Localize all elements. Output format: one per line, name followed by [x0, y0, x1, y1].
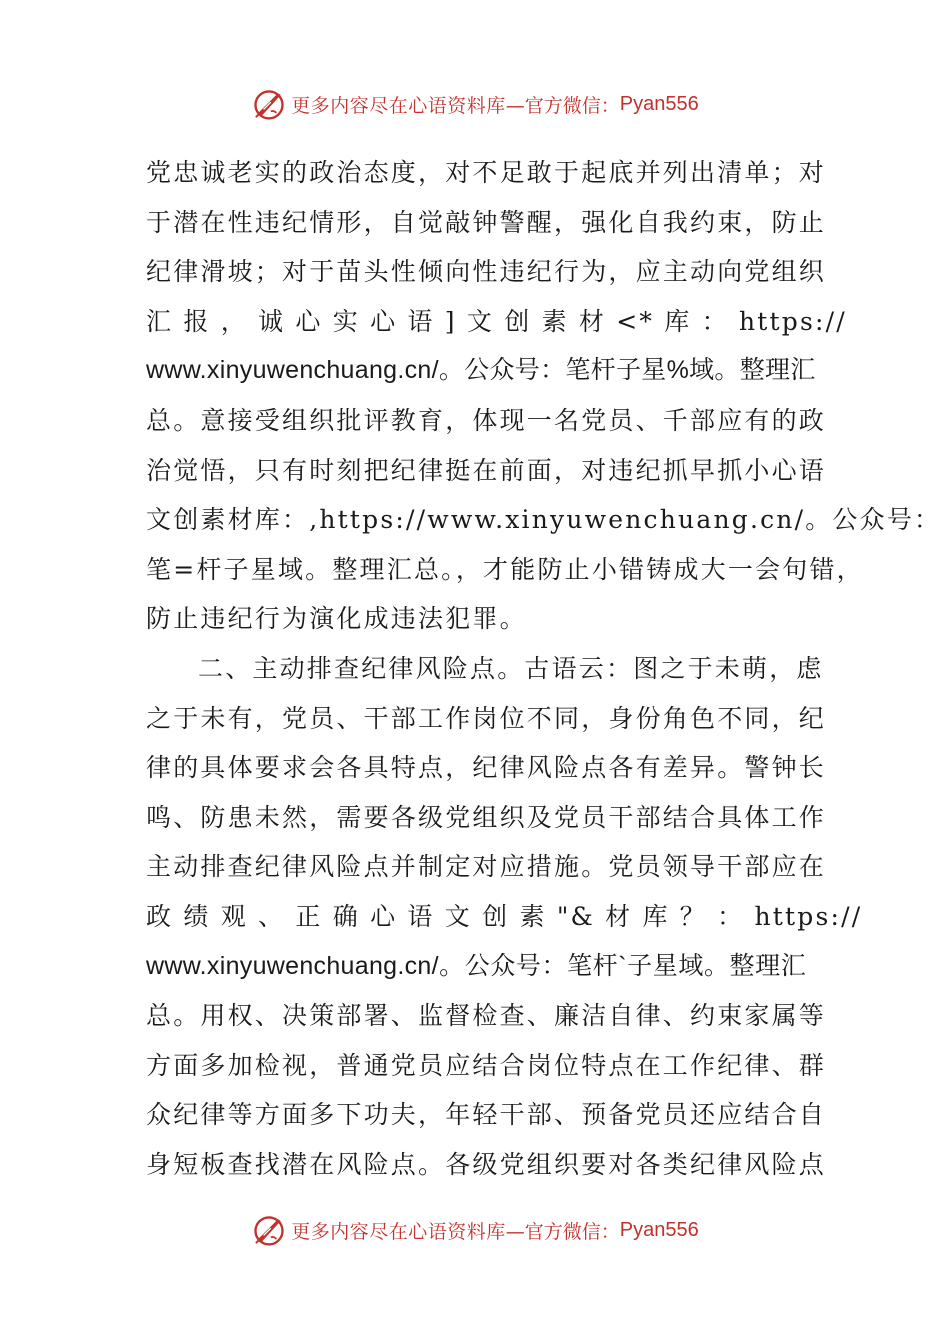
section-heading-line: 二、主动排查纪律风险点。古语云：图之于未萌，虑	[198, 653, 824, 683]
text-line: 治觉悟，只有时刻把纪律挺在前面，对违纪抓早抓小心语	[146, 455, 827, 485]
text-line: 鸣、防患未然，需要各级党组织及党员干部结合具体工作	[146, 802, 827, 832]
text-line: 党忠诚老实的政治态度，对不足敢于起底并列出清单；对	[146, 158, 827, 187]
text-line: 主动排查纪律风险点并制定对应措施。党员领导干部应在	[146, 852, 827, 882]
footer-slogan: 更多内容尽在心语资料库	[291, 1220, 506, 1243]
text-line: 政 绩 观 、 正 确 心 语 文 创 素 "& 材 库 ？ ： https://	[146, 901, 863, 931]
footer-wechat-id: Pyan556	[619, 1218, 699, 1241]
text-line: 之于未有，党员、干部工作岗位不同，身份角色不同，纪	[146, 703, 827, 733]
text-line: 身短板查找潜在风险点。各级党组织要对各类纪律风险点	[146, 1149, 827, 1179]
footer-official-label: —官方微信：	[505, 1220, 620, 1243]
quill-logo-icon	[251, 86, 287, 122]
text-line: 方面多加检视，普通党员应结合岗位特点在工作纪律、群	[146, 1050, 827, 1080]
text-line: 众纪律等方面多下功夫，年轻干部、预备党员还应结合自	[146, 1100, 827, 1130]
text-line: 纪律滑坡；对于苗头性倾向性违纪行为，应主动向党组织	[146, 257, 827, 287]
text-line: 防止违纪行为演化成违法犯罪。	[146, 604, 527, 634]
footer-banner	[0, 1208, 950, 1252]
text-line: 笔=杆子星域。整理汇总。，才能防止小错铸成大一会句错，	[146, 554, 864, 584]
text-line: www.xinyuwenchuang.cn/。公众号：笔杆子星%域。整理汇	[146, 356, 816, 385]
text-line: 总。意接受组织批评教育，体现一名党员、千部应有的政	[146, 405, 827, 435]
text-line: 汇 报 ， 诚 心 实 心 语 ] 文 创 素 材 <* 库 ： https://	[146, 306, 847, 336]
text-line: 文创素材库：,https://www.xinyuwenchuang.cn/。公众号：	[146, 505, 942, 535]
text-line: www.xinyuwenchuang.cn/。公众号：笔杆`子星域。整理汇	[146, 951, 806, 980]
document-body	[146, 148, 942, 1189]
header-banner	[0, 82, 950, 126]
quill-logo-icon	[251, 1212, 287, 1248]
text-line: 律的具体要求会各具特点，纪律风险点各有差异。警钟长	[146, 753, 827, 783]
header-wechat-id: Pyan556	[619, 92, 699, 115]
header-official-label: —官方微信：	[505, 94, 620, 117]
text-line: 总。用权、决策部署、监督检查、廉洁自律、约束家属等	[146, 1001, 827, 1031]
text-line: 于潜在性违纪情形，自觉敲钟警醒，强化自我约束，防止	[146, 207, 827, 237]
header-slogan: 更多内容尽在心语资料库	[291, 94, 506, 117]
